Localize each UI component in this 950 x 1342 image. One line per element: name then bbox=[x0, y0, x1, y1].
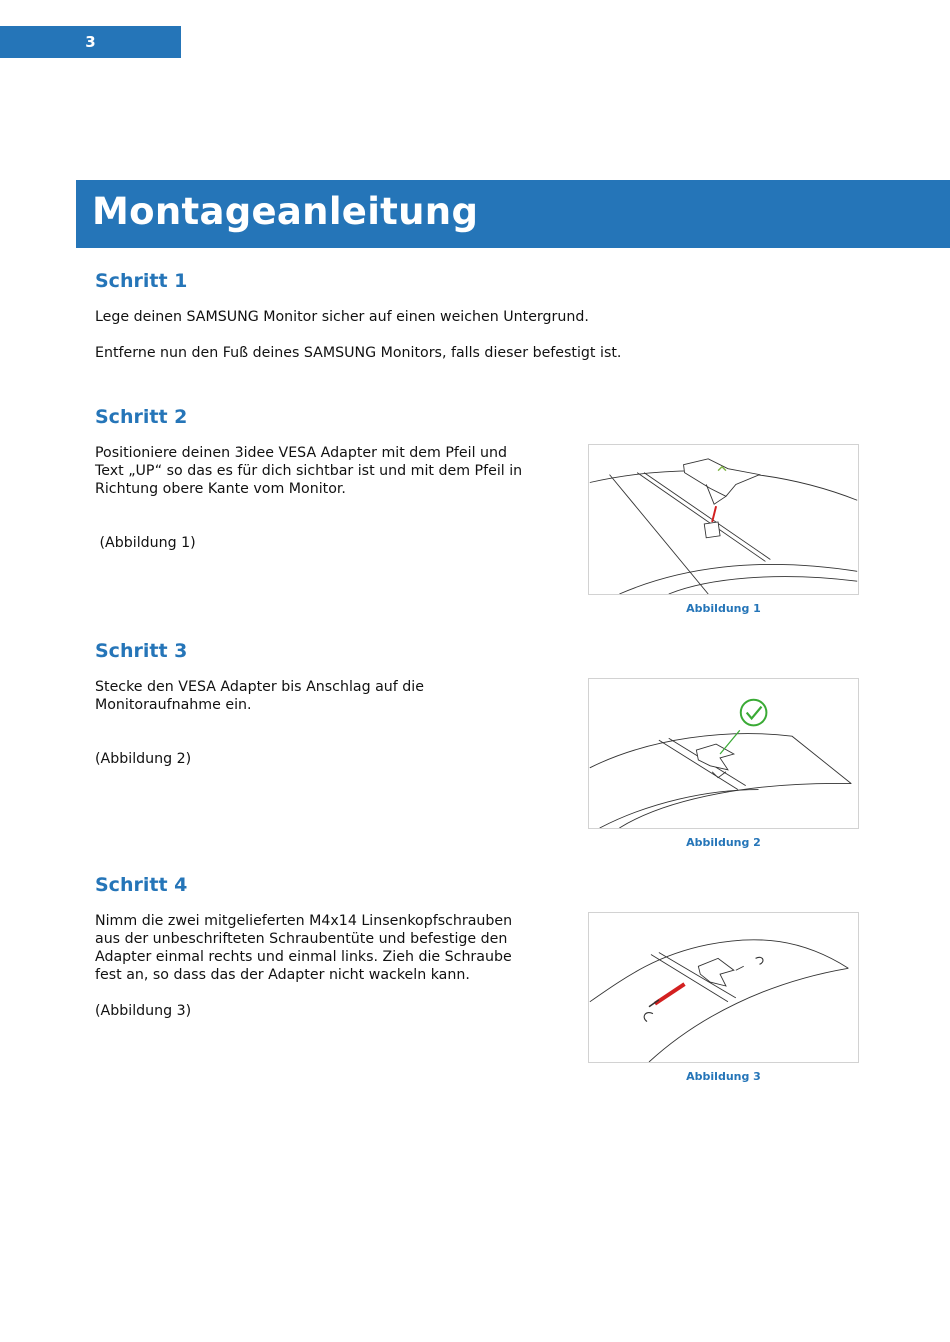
step-4-text: Nimm die zwei mitgelieferten M4x14 Linsenkopfschrauben aus der unbeschrifteten Schraubentüte und befestige den Adapter einmal rechts und einmal links. Zieh die Schraube fest an, so dass das der Adapter nicht wackeln kann. bbox=[95, 913, 513, 983]
step-2-text: Positioniere deinen 3idee VESA Adapter mit dem Pfeil und Text „UP“ so das es für dich sichtbar ist und mit dem Pfeil in Richtung obere Kante vom Monitor. bbox=[95, 445, 523, 497]
step-3-text: Stecke den VESA Adapter bis Anschlag auf die Monitoraufnahme ein. bbox=[95, 679, 424, 713]
step-3-heading: Schritt 3 bbox=[95, 640, 188, 662]
step-4-reference: (Abbildung 3) bbox=[95, 1003, 192, 1019]
step-1-text-2: Entferne nun den Fuß deines SAMSUNG Monitors, falls dieser befestigt ist. bbox=[95, 345, 622, 361]
figure-2-caption: Abbildung 2 bbox=[686, 836, 761, 849]
figure-1-illustration bbox=[588, 444, 859, 595]
step-2-reference: (Abbildung 1) bbox=[95, 535, 196, 551]
page-number: 3 bbox=[0, 26, 181, 58]
step-1-heading: Schritt 1 bbox=[95, 270, 188, 292]
step-1-text-1: Lege deinen SAMSUNG Monitor sicher auf einen weichen Untergrund. bbox=[95, 309, 589, 325]
step-3-reference: (Abbildung 2) bbox=[95, 751, 192, 767]
figure-1-caption: Abbildung 1 bbox=[686, 602, 761, 615]
title-banner bbox=[76, 180, 950, 248]
step-2-heading: Schritt 2 bbox=[95, 406, 188, 428]
figure-3-illustration bbox=[588, 912, 859, 1063]
step-4-heading: Schritt 4 bbox=[95, 874, 188, 896]
figure-2-illustration bbox=[588, 678, 859, 829]
figure-3-caption: Abbildung 3 bbox=[686, 1070, 761, 1083]
page-title: Montageanleitung bbox=[92, 190, 479, 233]
